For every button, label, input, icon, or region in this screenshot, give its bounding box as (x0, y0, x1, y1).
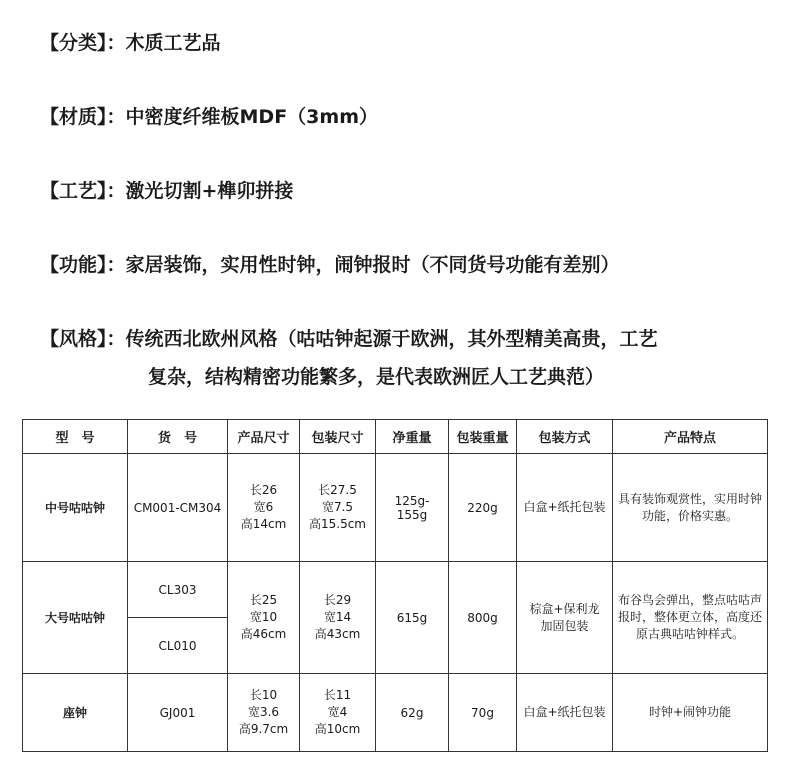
cell-net-weight: 125g-155g (376, 454, 449, 562)
size-width: 宽10 (249, 610, 278, 624)
cell-product-size (228, 454, 300, 562)
cell-pack-size (300, 562, 376, 674)
table-row (23, 454, 768, 562)
cell-type: 中号咕咕钟 (23, 454, 128, 562)
size-length: 长29 (323, 593, 352, 607)
spec-value: 传统西北欧州风格（咕咕钟起源于欧洲，其外型精美高贵，工艺 (125, 328, 658, 350)
size-length: 长10 (249, 688, 278, 702)
packing-line: 加固包装 (540, 618, 589, 633)
spec-label: 【功能】： (40, 254, 126, 276)
size-length: 长25 (249, 593, 278, 607)
spec-material (40, 98, 378, 136)
cell-pack-weight: 220g (449, 454, 517, 562)
cell-pack-weight: 70g (449, 674, 517, 752)
spec-style (40, 320, 658, 388)
spec-value-continued: 复杂，结构精密功能繁多，是代表欧洲匠人工艺典范） (148, 366, 605, 388)
product-table (22, 419, 768, 752)
cell-pack-size (300, 454, 376, 562)
table-row (23, 674, 768, 752)
spec-value: 中密度纤维板MDF（3mm） (125, 106, 378, 128)
packing-line: 白盒+纸托包装 (523, 500, 606, 514)
spec-value: 家居装饰，实用性时钟，闹钟报时（不同货号功能有差别） (125, 254, 620, 276)
header-type: 型 号 (23, 420, 128, 454)
size-height: 高15.5cm (308, 517, 366, 531)
table-header-row (23, 420, 768, 454)
header-packing: 包装方式 (517, 420, 613, 454)
size-height: 高9.7cm (238, 722, 289, 736)
cell-pack-size (300, 674, 376, 752)
header-features: 产品特点 (613, 420, 768, 454)
spec-label: 【风格】： (40, 328, 126, 350)
header-net-weight: 净重量 (376, 420, 449, 454)
cell-features: 时钟+闹钟功能 (613, 674, 768, 752)
header-product-size: 产品尺寸 (228, 420, 300, 454)
size-width: 宽3.6 (247, 705, 280, 719)
header-pack-weight: 包装重量 (449, 420, 517, 454)
size-length: 长11 (323, 688, 352, 702)
size-length: 长27.5 (318, 483, 357, 497)
cell-packing (517, 674, 613, 752)
size-height: 高43cm (314, 627, 361, 641)
cell-packing (517, 454, 613, 562)
cell-features: 布谷鸟会弹出，整点咕咕声报时，整体更立体，高度还原古典咕咕钟样式。 (613, 562, 768, 674)
cell-product-size (228, 562, 300, 674)
cell-net-weight: 62g (376, 674, 449, 752)
size-width: 宽4 (327, 705, 348, 719)
cell-packing (517, 562, 613, 674)
cell-code: CL010 (128, 618, 228, 674)
size-height: 高10cm (314, 722, 361, 736)
header-code: 货 号 (128, 420, 228, 454)
spec-value: 木质工艺品 (125, 32, 221, 54)
packing-line: 棕盒+保利龙 (529, 601, 600, 616)
cell-code: CM001-CM304 (128, 454, 228, 562)
packing-line: 白盒+纸托包装 (523, 705, 606, 719)
spec-label: 【工艺】： (40, 180, 126, 202)
cell-net-weight: 615g (376, 562, 449, 674)
spec-label: 【分类】： (40, 32, 126, 54)
table-row (23, 562, 768, 618)
cell-code: CL303 (128, 562, 228, 618)
spec-category (40, 24, 221, 62)
size-width: 宽7.5 (321, 500, 354, 514)
spec-function (40, 246, 620, 284)
cell-pack-weight: 800g (449, 562, 517, 674)
size-height: 高14cm (240, 517, 287, 531)
cell-type: 大号咕咕钟 (23, 562, 128, 674)
cell-product-size (228, 674, 300, 752)
size-length: 长26 (249, 483, 278, 497)
spec-craft (40, 172, 293, 210)
size-width: 宽6 (253, 500, 274, 514)
size-width: 宽14 (323, 610, 352, 624)
header-pack-size: 包装尺寸 (300, 420, 376, 454)
spec-label: 【材质】： (40, 106, 126, 128)
cell-features: 具有装饰观赏性，实用时钟功能，价格实惠。 (613, 454, 768, 562)
size-height: 高46cm (240, 627, 287, 641)
cell-type: 座钟 (23, 674, 128, 752)
cell-code: GJ001 (128, 674, 228, 752)
spec-value: 激光切割+榫卯拼接 (125, 180, 294, 202)
